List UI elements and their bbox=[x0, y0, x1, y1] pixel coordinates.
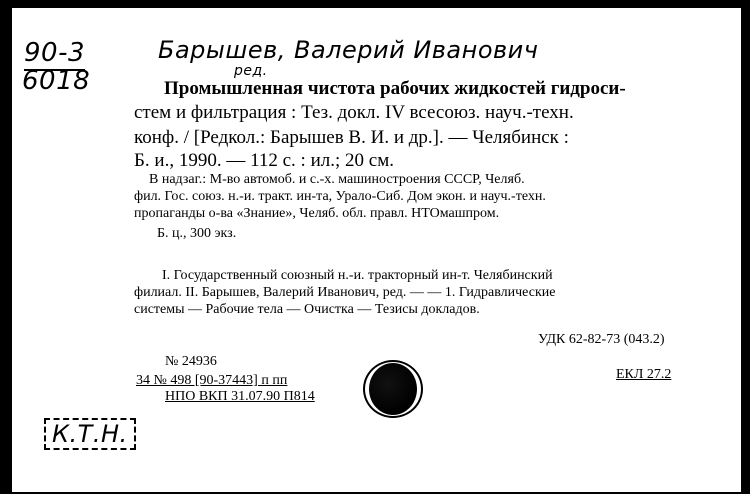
title-line-1 bbox=[164, 77, 626, 100]
tracing-line-3: системы — Рабочие тела — Очистка — Тезисы докладов. bbox=[134, 302, 480, 317]
handwritten-author-name: Барышев, Валерий Иванович bbox=[158, 36, 539, 64]
registry-line-3: НПО ВКП 31.07.90 П814 bbox=[165, 389, 315, 404]
handwritten-role: ред. bbox=[234, 63, 268, 79]
catalog-card bbox=[8, 8, 741, 492]
note-line-1: В надзаг.: М-во автомоб. и с.-х. машиностроения СССР, Челяб. bbox=[149, 172, 525, 187]
note-line-2: фил. Гос. союз. н.-и. тракт. ин-та, Урало-Сиб. Дом экон. и науч.-техн. bbox=[134, 189, 546, 204]
handwritten-code-top: 90-3 bbox=[24, 38, 85, 71]
handwritten-stamp: К.Т.Н. bbox=[44, 418, 136, 450]
title-line-4: Б. и., 1990. — 112 с. : ил.; 20 см. bbox=[134, 150, 394, 171]
registry-number: № 24936 bbox=[165, 354, 217, 369]
udk-code: УДК 62-82-73 (043.2) bbox=[538, 332, 665, 347]
tracing-line-2: филиал. II. Барышев, Валерий Иванович, ред. — — 1. Гидравлические bbox=[134, 285, 556, 300]
note-line-3: пропаганды о-ва «Знание», Челяб. обл. правл. НТОмашпром. bbox=[134, 206, 500, 221]
handwritten-code-bottom: 6018 bbox=[22, 66, 91, 96]
tracing-line-1: I. Государственный союзный н.-и. тракторный ин-т. Челябинский bbox=[162, 268, 553, 283]
punch-hole bbox=[369, 363, 417, 415]
title-line-2: стем и фильтрация : Тез. докл. IV всесоюз. науч.-техн. bbox=[134, 102, 574, 123]
price-line: Б. ц., 300 экз. bbox=[157, 226, 237, 241]
title-text-1: Промышленная чистота рабочих жидкостей гидроси- bbox=[164, 78, 626, 99]
title-line-3: конф. / [Редкол.: Барышев В. И. и др.]. — Челябинск : bbox=[134, 127, 569, 148]
registry-line-2: 34 № 498 [90-37443] п пп bbox=[136, 373, 288, 388]
ekl-code: ЕКЛ 27.2 bbox=[616, 367, 672, 382]
